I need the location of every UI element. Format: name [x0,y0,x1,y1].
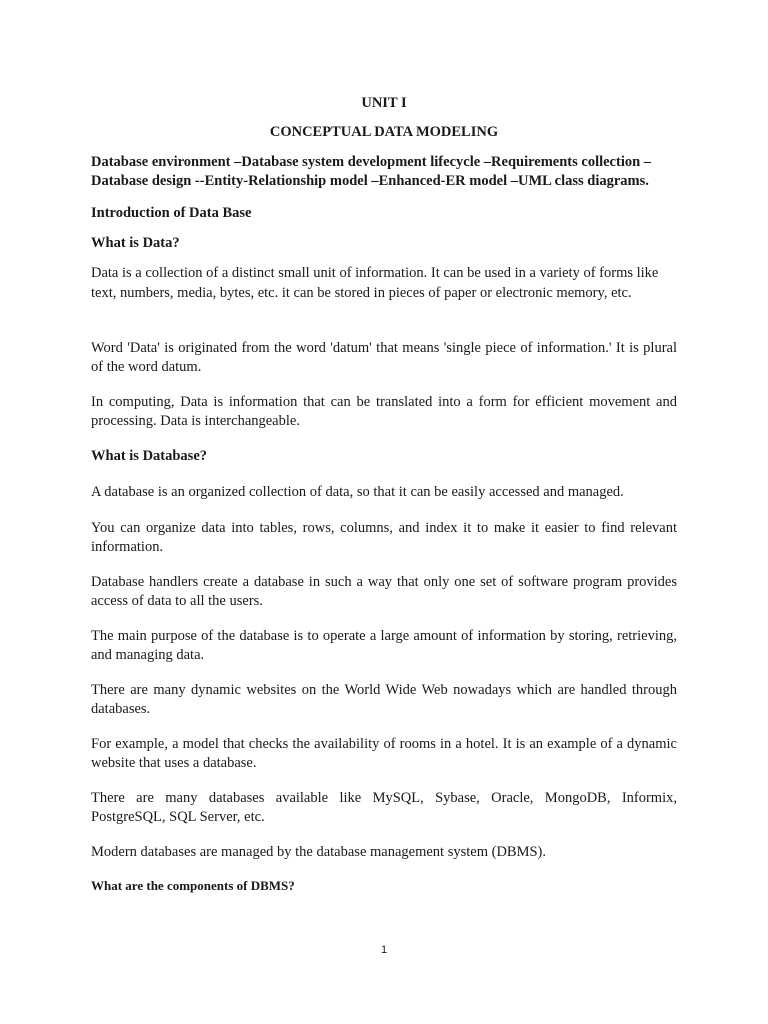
intro-heading: Introduction of Data Base [91,205,252,221]
database-paragraph-3: Database handlers create a database in such a way that only one set of software program provides access of data to all the users. [91,574,677,609]
database-paragraph-6: For example, a model that checks the availability of rooms in a hotel. It is an example of a dynamic website that uses a database. [91,736,677,771]
database-paragraph-4: The main purpose of the database is to operate a large amount of information by storing, retrieving, and managing data. [91,628,677,663]
data-heading: What is Data? [91,235,180,251]
syllabus-topics: Database environment –Database system development lifecycle –Requirements collection –Database design --Entity-Relationship model –Enhanced-ER model –UML class diagrams. [91,154,652,189]
database-heading: What is Database? [91,448,208,464]
database-paragraph-1: A database is an organized collection of data, so that it can be easily accessed and managed. [91,484,624,500]
data-paragraph-3: In computing, Data is information that can be translated into a form for efficient movement and processing. Data is interchangeable. [91,394,677,429]
database-paragraph-8: Modern databases are managed by the database management system (DBMS). [91,844,546,860]
page-number: 1 [380,944,388,956]
page-title: CONCEPTUAL DATA MODELING [269,124,499,140]
data-paragraph-2: Word 'Data' is originated from the word 'datum' that means 'single piece of information.' It is plural of the word datum. [91,340,677,375]
data-paragraph-1: Data is a collection of a distinct small unit of information. It can be used in a variety of forms like text, numbers, media, bytes, etc. it can be stored in pieces of paper or electronic memory, etc. [91,265,659,301]
database-paragraph-7: There are many databases available like MySQL, Sybase, Oracle, MongoDB, Informix, PostgreSQL, SQL Server, etc. [91,790,677,825]
database-paragraph-5: There are many dynamic websites on the World Wide Web nowadays which are handled through databases. [91,682,677,717]
unit-label: UNIT I [361,95,407,111]
components-heading: What are the components of DBMS? [91,878,295,893]
database-paragraph-2: You can organize data into tables, rows, columns, and index it to make it easier to find relevant information. [91,520,677,555]
